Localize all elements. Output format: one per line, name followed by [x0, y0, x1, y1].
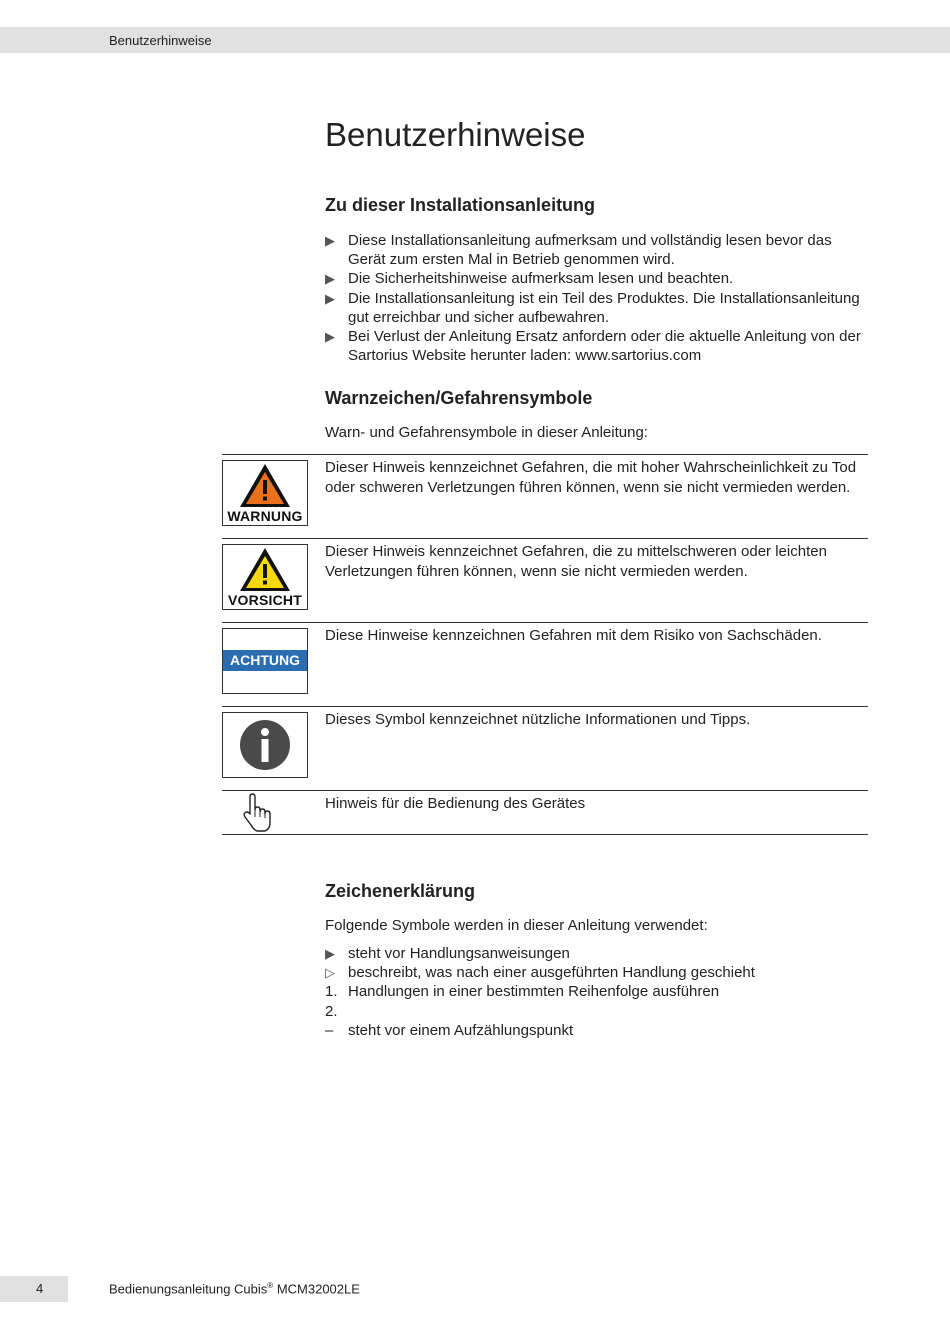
list-item [325, 231, 865, 269]
page-title: Benutzerhinweise [325, 116, 586, 153]
symbol-description-info: Dieses Symbol kennzeichnet nützliche Informationen und Tipps. [325, 711, 751, 728]
warning-triangle-yellow-icon [223, 545, 307, 595]
notice-symbol [222, 628, 308, 694]
warnings-intro: Warn- und Gefahrensymbole in dieser Anleitung: [325, 424, 648, 441]
divider [222, 454, 868, 455]
symbol-label-vorsicht: VORSICHT [228, 592, 302, 608]
divider [222, 622, 868, 623]
symbol-description-vorsicht: Dieser Hinweis kennzeichnet Gefahren, die zu mittelschweren oder leichten Verletzungen führen können, wenn sie nicht vermieden werden. [325, 543, 827, 580]
list-item [325, 1002, 865, 1021]
result-arrow-outline-icon: ▷ [325, 965, 335, 981]
symbol-description-achtung: Diese Hinweise kennzeichnen Gefahren mit dem Risiko von Sachschäden. [325, 627, 822, 644]
info-icon [223, 713, 307, 777]
list-item-text: Bei Verlust der Anleitung Ersatz anfordern oder die aktuelle Anleitung von der Sartorius Website herunter laden: www.sartorius.com [348, 328, 861, 365]
divider [222, 790, 868, 791]
divider [222, 834, 868, 835]
list-item-text: Diese Installationsanleitung aufmerksam und vollständig lesen bevor das Gerät zum ersten Mal in Betrieb genommen wird. [348, 232, 832, 269]
page-number: 4 [36, 1281, 44, 1296]
list-number: 2. [325, 1002, 338, 1020]
symbol-label-warnung: WARNUNG [227, 508, 303, 524]
section-heading-legend: Zeichenerklärung [325, 881, 476, 901]
list-item-text: Die Installationsanleitung ist ein Teil des Produktes. Die Installationsanleitung gut erreichbar und sicher aufbewahren. [348, 289, 860, 326]
list-item-text: Handlungen in einer bestimmten Reihenfolge ausführen [348, 983, 720, 1001]
achtung-band: ACHTUNG [223, 650, 307, 671]
action-arrow-icon: ▶ [325, 271, 335, 287]
section-heading-install: Zu dieser Installationsanleitung [325, 195, 596, 215]
action-arrow-icon: ▶ [325, 329, 335, 345]
action-arrow-icon: ▶ [325, 290, 335, 306]
list-item [325, 289, 865, 327]
footer-document-title [109, 1281, 360, 1296]
footer-title-text: Bedienungsanleitung Cubis [109, 1281, 268, 1297]
action-arrow-icon: ▶ [325, 946, 335, 961]
list-item [325, 1021, 865, 1040]
list-item [325, 982, 865, 1001]
warning-symbol [222, 460, 308, 526]
install-instructions-list [325, 231, 865, 365]
warning-triangle-orange-icon [223, 461, 307, 511]
list-item-text: steht vor Handlungsanweisungen [348, 945, 570, 962]
divider [222, 706, 868, 707]
list-item-text: steht vor einem Aufzählungspunkt [348, 1021, 574, 1039]
symbol-description-hand: Hinweis für die Bedienung des Gerätes [325, 795, 586, 812]
footer-model-text: MCM32002LE [273, 1281, 360, 1297]
registered-mark: ® [267, 1281, 274, 1290]
divider [222, 538, 868, 539]
list-item-text: beschreibt, was nach einer ausgeführten Handlung geschieht [348, 964, 755, 982]
list-item-text: Die Sicherheitshinweise aufmerksam lesen und beachten. [348, 270, 734, 288]
legend-list [325, 944, 865, 1040]
caution-symbol [222, 544, 308, 610]
dash-bullet: – [325, 1021, 334, 1039]
list-item [325, 269, 865, 288]
info-symbol [222, 712, 308, 778]
symbol-description-warnung: Dieser Hinweis kennzeichnet Gefahren, die mit hoher Wahrscheinlichkeit zu Tod oder schweren Verletzungen führen können, wenn sie nicht vermieden werden. [325, 459, 857, 496]
list-item-text [348, 1003, 352, 1020]
list-item [325, 327, 865, 365]
legend-intro: Folgende Symbole werden in dieser Anleitung verwendet: [325, 917, 708, 934]
list-number: 1. [325, 983, 338, 1001]
running-header-title: Benutzerhinweise [109, 33, 212, 48]
list-item [325, 963, 865, 982]
pointing-hand-icon [240, 793, 280, 835]
page-number-box [0, 1276, 68, 1302]
running-header [0, 27, 950, 53]
section-heading-warnings: Warnzeichen/Gefahrensymbole [325, 388, 593, 408]
list-item [325, 944, 865, 963]
action-arrow-icon: ▶ [325, 233, 335, 248]
